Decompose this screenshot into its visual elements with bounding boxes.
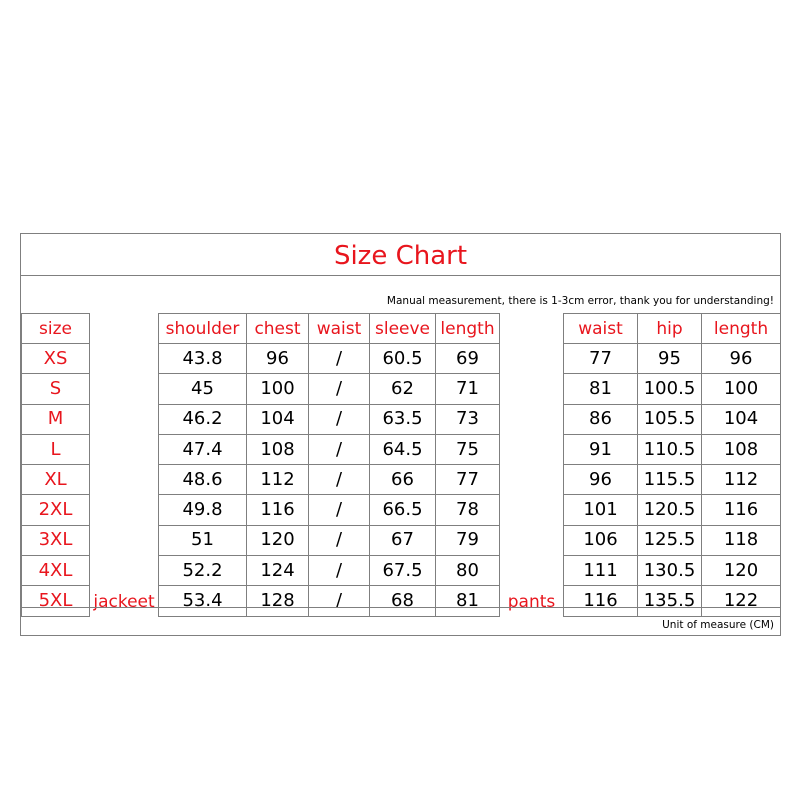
jacket-cell: 67 [370, 525, 436, 555]
pants-cell: 111 [564, 556, 638, 586]
pants-cell: 115.5 [638, 465, 702, 495]
jacket-cell: 66 [370, 465, 436, 495]
pants-cell: 86 [564, 404, 638, 434]
jacket-cell: 96 [247, 344, 309, 374]
size-label: S [22, 374, 90, 404]
jacket-cell: 104 [247, 404, 309, 434]
jacket-cell: 73 [436, 404, 500, 434]
jacket-cell: 66.5 [370, 495, 436, 525]
size-table [21, 313, 781, 617]
jacket-cell: 69 [436, 344, 500, 374]
pants-cell: 91 [564, 434, 638, 464]
pants-cell: 81 [564, 374, 638, 404]
jacket-cell: 64.5 [370, 434, 436, 464]
jacket-cell: 128 [247, 586, 309, 616]
size-header: size [22, 314, 90, 344]
size-label: 3XL [22, 525, 90, 555]
pants-cell: 95 [638, 344, 702, 374]
jacket-cell: 100 [247, 374, 309, 404]
size-label: XS [22, 344, 90, 374]
size-label: M [22, 404, 90, 434]
size-chart [20, 233, 781, 636]
jacket-header-sleeve: sleeve [370, 314, 436, 344]
pants-cell: 118 [702, 525, 781, 555]
size-label: L [22, 434, 90, 464]
jacket-cell: 71 [436, 374, 500, 404]
jacket-header-chest: chest [247, 314, 309, 344]
jacket-cell: / [309, 586, 370, 616]
jacket-cell: 51 [159, 525, 247, 555]
pants-cell: 116 [564, 586, 638, 616]
jacket-cell: 46.2 [159, 404, 247, 434]
size-label: 5XL [22, 586, 90, 616]
pants-cell: 108 [702, 434, 781, 464]
jacket-label-cell [90, 314, 159, 617]
note-row [21, 275, 780, 313]
jacket-cell: 45 [159, 374, 247, 404]
pants-cell: 116 [702, 495, 781, 525]
pants-cell: 112 [702, 465, 781, 495]
jacket-cell: 67.5 [370, 556, 436, 586]
jacket-cell: 48.6 [159, 465, 247, 495]
size-label: 2XL [22, 495, 90, 525]
pants-cell: 96 [564, 465, 638, 495]
header-row [22, 314, 781, 344]
pants-cell: 110.5 [638, 434, 702, 464]
jacket-cell: / [309, 465, 370, 495]
chart-title: Size Chart [333, 241, 468, 271]
pants-cell: 135.5 [638, 586, 702, 616]
jacket-cell: 79 [436, 525, 500, 555]
pants-cell: 125.5 [638, 525, 702, 555]
jacket-cell: / [309, 374, 370, 404]
jacket-header-shoulder: shoulder [159, 314, 247, 344]
pants-cell: 101 [564, 495, 638, 525]
jacket-cell: 53.4 [159, 586, 247, 616]
jacket-cell: 68 [370, 586, 436, 616]
pants-header-hip: hip [638, 314, 702, 344]
jacket-cell: 62 [370, 374, 436, 404]
pants-header-waist: waist [564, 314, 638, 344]
jacket-cell: 81 [436, 586, 500, 616]
jacket-label: jackeet [93, 592, 155, 613]
jacket-cell: 63.5 [370, 404, 436, 434]
pants-cell: 104 [702, 404, 781, 434]
jacket-cell: 124 [247, 556, 309, 586]
jacket-header-length: length [436, 314, 500, 344]
pants-cell: 106 [564, 525, 638, 555]
jacket-cell: 80 [436, 556, 500, 586]
pants-cell: 77 [564, 344, 638, 374]
pants-cell: 100 [702, 374, 781, 404]
jacket-cell: / [309, 556, 370, 586]
pants-label-cell [500, 314, 564, 617]
jacket-cell: 112 [247, 465, 309, 495]
pants-cell: 100.5 [638, 374, 702, 404]
pants-cell: 120.5 [638, 495, 702, 525]
jacket-cell: 49.8 [159, 495, 247, 525]
jacket-cell: 77 [436, 465, 500, 495]
jacket-cell: 78 [436, 495, 500, 525]
jacket-cell: 116 [247, 495, 309, 525]
footer-row [21, 607, 780, 637]
jacket-cell: 108 [247, 434, 309, 464]
jacket-cell: / [309, 525, 370, 555]
pants-cell: 96 [702, 344, 781, 374]
pants-label: pants [507, 592, 556, 613]
jacket-cell: 75 [436, 434, 500, 464]
jacket-cell: 52.2 [159, 556, 247, 586]
jacket-cell: 47.4 [159, 434, 247, 464]
jacket-cell: / [309, 344, 370, 374]
jacket-cell: / [309, 495, 370, 525]
size-label: XL [22, 465, 90, 495]
measurement-note: Manual measurement, there is 1-3cm error, thank you for understanding! [386, 295, 774, 307]
jacket-cell: / [309, 404, 370, 434]
jacket-cell: 120 [247, 525, 309, 555]
unit-note: Unit of measure (CM) [662, 619, 774, 631]
pants-cell: 105.5 [638, 404, 702, 434]
jacket-header-waist: waist [309, 314, 370, 344]
jacket-cell: / [309, 434, 370, 464]
pants-cell: 130.5 [638, 556, 702, 586]
pants-header-length: length [702, 314, 781, 344]
pants-cell: 122 [702, 586, 781, 616]
title-row [21, 234, 780, 276]
jacket-cell: 43.8 [159, 344, 247, 374]
jacket-cell: 60.5 [370, 344, 436, 374]
size-label: 4XL [22, 556, 90, 586]
pants-cell: 120 [702, 556, 781, 586]
